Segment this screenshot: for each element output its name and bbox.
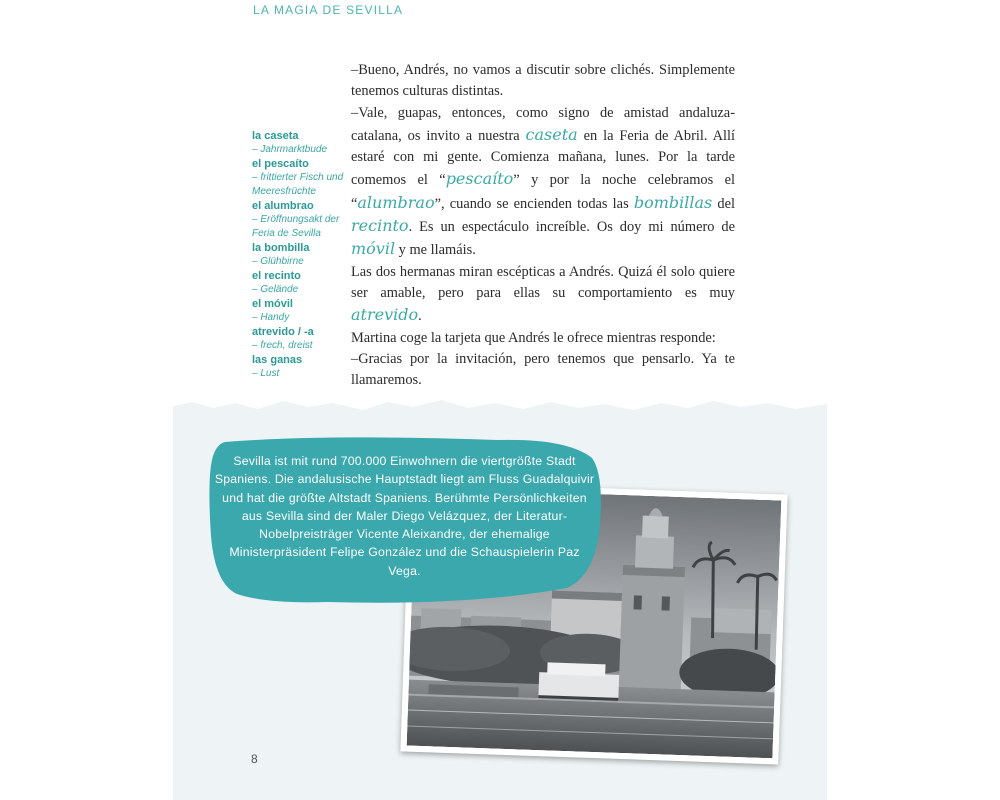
vocab-word-caseta: caseta <box>525 124 578 144</box>
glossary-translation: – frech, dreist <box>252 340 313 351</box>
glossary-translation: – Jahrmarktbude <box>252 144 328 155</box>
glossary-translation: – Lust <box>252 368 280 379</box>
story-paragraph: Martina coge la tarjeta que Andrés le ofrece mientras responde: <box>351 329 716 346</box>
glossary-translation: – Handy <box>252 312 290 323</box>
glossary-term: la bombilla <box>252 242 310 254</box>
glossary-entry <box>252 199 350 241</box>
glossary-term: la caseta <box>252 130 299 142</box>
text-run: –Vale, guapas, entonces, como signo de amistad andaluza-catalana, os invito a nuestra <box>351 104 735 144</box>
text-run: . <box>418 308 422 325</box>
glossary-translation: – frittierter Fisch und Meeresfrüchte <box>252 172 344 197</box>
glossary-translation: – Gelände <box>252 284 299 295</box>
glossary-term: el recinto <box>252 270 301 282</box>
running-header: LA MAGIA DE SEVILLA <box>253 3 404 17</box>
glossary-entry <box>252 353 350 381</box>
vocab-word-pescaito: pescaíto <box>445 169 514 189</box>
glossary-entry <box>252 269 350 297</box>
vocab-word-recinto: recinto <box>351 216 409 236</box>
glossary-term: atrevido / -a <box>252 326 314 338</box>
text-run: en la Feria de Abril. Allí estaré con mi gente. Comienza mañana, lunes. Por la tarde comemos el “ <box>351 127 735 189</box>
text-run: . Es un espectáculo increíble. Os doy mi número de <box>408 219 735 236</box>
vocab-word-movil: móvil <box>351 239 396 259</box>
glossary-translation: – Glühbirne <box>252 256 304 267</box>
glossary-entry <box>252 241 350 269</box>
text-run: ” y por la noche celebramos el “ <box>351 172 735 212</box>
glossary-entry <box>252 325 350 353</box>
story-paragraph <box>351 103 735 262</box>
glossary-entry <box>252 129 350 157</box>
text-run: del <box>712 195 735 212</box>
story-paragraph: –Bueno, Andrés, no vamos a discutir sobre clichés. Simplemente tenemos culturas distintas. <box>351 62 735 100</box>
glossary-translation: – Eröffnungsakt der Feria de Sevilla <box>252 214 340 239</box>
story-text <box>351 60 735 416</box>
vocab-word-alumbrao: alumbrao <box>357 192 435 212</box>
glossary-term: el alumbrao <box>252 200 314 212</box>
glossary-term: el móvil <box>252 298 293 310</box>
torn-paper-edge <box>173 394 827 424</box>
text-run: Las dos hermanas miran escépticas a Andrés. Quizá él solo quiere ser amable, pero para ellas su comportamiento es muy <box>351 263 735 301</box>
glossary-term: las ganas <box>252 354 303 366</box>
vocab-word-atrevido: atrevido <box>351 305 419 325</box>
vocab-word-bombillas: bombillas <box>633 192 713 212</box>
info-box-text: Sevilla ist mit rund 700.000 Einwohnern die viertgrößte Stadt Spaniens. Die andalusische Hauptstadt liegt am Fluss Guadalquivir und hat die größte Altstadt Spaniens. Berühmte Persönlichkeiten aus Sevilla sind der Maler Diego Velázquez, der Literatur-Nobelpreisträger Vicente Aleixandre, der ehemalige Ministerpräsident Felipe González und die Schauspielerin Paz Vega. <box>214 454 595 578</box>
glossary-entry <box>252 157 350 199</box>
glossary-entry <box>252 297 350 325</box>
glossary-sidebar <box>252 129 350 381</box>
story-paragraph <box>351 262 735 328</box>
page-number: 8 <box>251 752 258 766</box>
text-run: y me llamáis. <box>395 242 476 259</box>
text-run: ”, cuando se encienden todas las <box>434 195 634 212</box>
glossary-term: el pescaíto <box>252 158 309 170</box>
story-paragraph: –Gracias por la invitación, pero tenemos que pensarlo. Ya te llamaremos. <box>351 350 735 389</box>
